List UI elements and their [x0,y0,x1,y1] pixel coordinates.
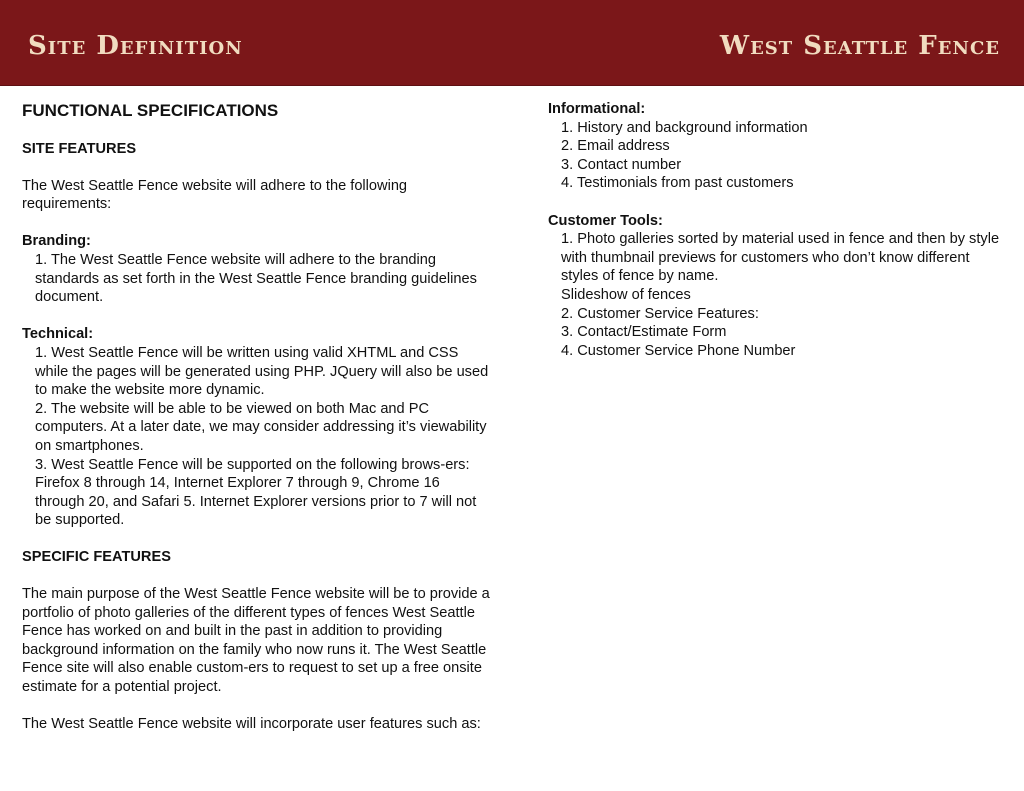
list-item: 3. Contact number [561,156,682,173]
list-item: 2. The website will be able to be viewed on both Mac and PC computers. At a later date, we may consider addressing it’s viewability on smartphones. [35,400,487,454]
specific-features-paragraph: The main purpose of the West Seattle Fence website will be to provide a portfolio of photo galleries of the different types of fences West Seattle Fence has worked on and built in the past in addition to providing background information on the family who now runs it. The West Seattle Fence site will also enable custom-ers to request to set up a free onsite estimate for a potential project. [22,586,490,696]
list-item: 4. Testimonials from past customers [561,175,794,192]
page-heading: FUNCTIONAL SPECIFICATIONS [22,101,279,120]
list-item: Slideshow of fences [561,286,691,303]
list-item: 2. Email address [561,138,670,155]
informational-list [548,119,1008,193]
informational-label: Informational: [548,101,646,117]
technical-label: Technical: [22,326,94,343]
section-title: Site Definition [28,31,243,61]
right-column [548,100,1008,379]
list-item: 1. History and background information [561,119,808,136]
page-header [0,0,1024,86]
site-features-heading: SITE FEATURES [22,141,137,157]
left-column [22,100,492,752]
list-item: 2. Customer Service Features: [561,305,759,322]
list-item: 4. Customer Service Phone Number [561,342,796,359]
customer-tools-list [548,230,1008,360]
list-item: 1. West Seattle Fence will be written using valid XHTML and CSS while the pages will be generated using PHP. JQuery will also be used to make the website more dynamic. [35,344,489,399]
list-item: 3. West Seattle Fence will be supported on the following brows-ers: Firefox 8 through 14, Internet Explorer 7 through 9, Chrome 16 through 20, and Safari 5. Internet Explorer versions prior to 7 will not be supported. [35,456,477,529]
list-item: 3. Contact/Estimate Form [561,324,727,341]
branding-label: Branding: [22,233,91,250]
list-item: 1. The West Seattle Fence website will adhere to the branding standards as set forth in the West Seattle Fence branding guidelines document. [35,251,477,306]
specific-features-heading: SPECIFIC FEATURES [22,549,171,566]
closing-paragraph: The West Seattle Fence website will incorporate user features such as: [22,716,481,733]
branding-list [22,251,492,307]
customer-tools-label: Customer Tools: [548,212,663,229]
intro-paragraph: The West Seattle Fence website will adhere to the following requirements: [22,177,408,213]
brand-title: West Seattle Fence [719,31,1000,61]
technical-list [22,344,492,530]
list-item: 1. Photo galleries sorted by material used in fence and then by style with thumbnail previews for customers who don’t know different styles of fence by name. [561,231,1000,285]
